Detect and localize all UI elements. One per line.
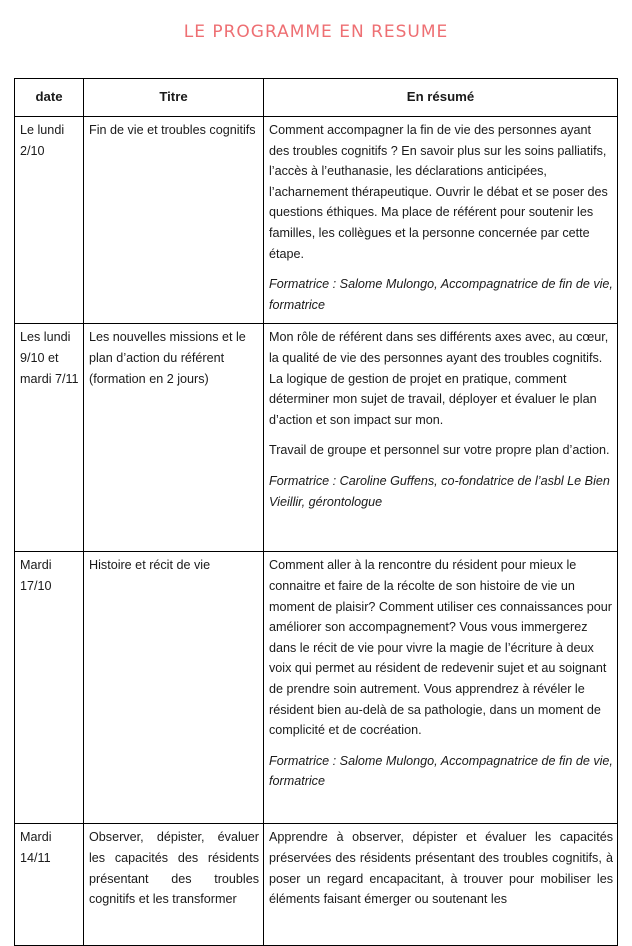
row-date: Le lundi 2/10 [15, 117, 84, 324]
row-date: Mardi 17/10 [15, 552, 84, 824]
row-title: Les nouvelles missions et le plan d’action du référent (formation en 2 jours) [84, 324, 264, 552]
summary-paragraph: Apprendre à observer, dépister et évaluer les capacités préservées des résidents présentant des troubles cognitifs, à poser un regard encapacitant, à trouver pour mobiliser les éléments faisant émerger ou soutenant les [269, 830, 613, 907]
header-title: Titre [84, 79, 264, 117]
row-date: Les lundi 9/10 et mardi 7/11 [15, 324, 84, 552]
row-title: Observer, dépister, évaluer les capacités des résidents présentant des troubles cognitifs et les transformer [84, 824, 264, 946]
row-title: Histoire et récit de vie [84, 552, 264, 824]
trainer-credit: Formatrice : Salome Mulongo, Accompagnatrice de fin de vie, formatrice [269, 277, 613, 312]
row-date: Mardi 14/11 [15, 824, 84, 946]
table-row [15, 552, 618, 824]
row-summary [264, 824, 618, 946]
table-row [15, 117, 618, 324]
summary-paragraph: Comment aller à la rencontre du résident pour mieux le connaitre et faire de la récolte de son histoire de vie un moment de plaisir? Comment utiliser ces connaissances pour améliorer son accompagnement? Vous vous immergerez dans le récit de vie pour vivre la magie de l’écriture à deux voix qui permet au résident de redevenir sujet et au soignant de prendre soin autrement. Vous apprendrez à révéler le résident bien au-delà de sa pathologie, dans un moment de complicité et de cocréation. [269, 558, 612, 738]
summary-paragraph: Mon rôle de référent dans ses différents axes avec, au cœur, la qualité de vie des personnes ayant des troubles cognitifs. La logique de gestion de projet en pratique, comment déterminer mon sujet de travail, déployer et évaluer le plan d’action et son impact sur mon. [269, 330, 609, 427]
summary-paragraph: Comment accompagner la fin de vie des personnes ayant des troubles cognitifs ? En savoir plus sur les soins palliatifs, l’accès à l’euthanasie, les déclarations anticipées, l’acharnement thérapeutique. Ouvrir le débat et se poser des questions éthiques. Ma place de référent pour soutenir les familles, les collègues et la personne concernée par cette étape. [269, 123, 608, 261]
header-date: date [15, 79, 84, 117]
summary-paragraph: Travail de groupe et personnel sur votre propre plan d’action. [269, 443, 610, 458]
row-summary [264, 117, 618, 324]
page-title: LE PROGRAMME EN RESUME [183, 22, 449, 42]
header-summary: En résumé [264, 79, 618, 117]
program-table [14, 78, 618, 946]
row-summary [264, 552, 618, 824]
table-header-row [15, 79, 618, 117]
row-title: Fin de vie et troubles cognitifs [84, 117, 264, 324]
trainer-credit: Formatrice : Caroline Guffens, co-fondatrice de l’asbl Le Bien Vieillir, gérontologue [269, 473, 610, 509]
row-summary [264, 324, 618, 552]
trainer-credit: Formatrice : Salome Mulongo, Accompagnatrice de fin de vie, formatrice [269, 753, 613, 789]
table-row [15, 824, 618, 946]
table-row [15, 324, 618, 552]
